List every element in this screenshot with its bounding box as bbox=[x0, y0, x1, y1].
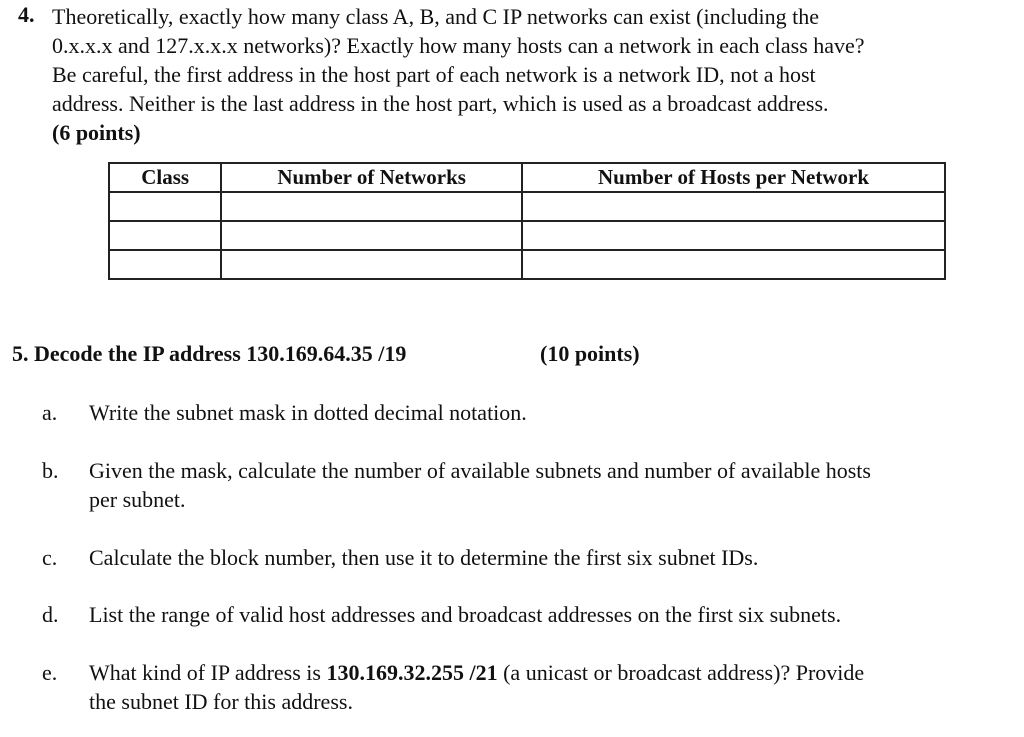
table-cell[interactable] bbox=[109, 192, 221, 221]
table-cell[interactable] bbox=[109, 250, 221, 279]
table-cell[interactable] bbox=[221, 192, 522, 221]
question-4-line: Be careful, the first address in the host part of each network is a network ID, not a host bbox=[52, 62, 816, 87]
table-cell[interactable] bbox=[109, 221, 221, 250]
item-line: List the range of valid host addresses and broadcast addresses on the first six subnets. bbox=[89, 602, 842, 627]
table-row bbox=[109, 250, 945, 279]
item-line: Calculate the block number, then use it to determine the first six subnet IDs. bbox=[89, 545, 759, 570]
item-text bbox=[89, 658, 1009, 716]
table-header-row bbox=[109, 163, 945, 192]
question-4-text bbox=[52, 2, 1002, 147]
item-letter: c. bbox=[42, 545, 58, 570]
question-4-line: 0.x.x.x and 127.x.x.x networks)? Exactly how many hosts can a network in each class have? bbox=[52, 33, 865, 58]
table-cell[interactable] bbox=[522, 250, 945, 279]
table-cell[interactable] bbox=[221, 250, 522, 279]
table-row bbox=[109, 192, 945, 221]
item-text bbox=[89, 456, 1009, 514]
ip-address-bold: 130.169.32.255 /21 bbox=[326, 660, 498, 685]
item-letter: d. bbox=[42, 602, 59, 627]
item-letter: e. bbox=[42, 660, 58, 685]
item-text bbox=[89, 543, 1009, 572]
ip-class-table bbox=[108, 162, 946, 280]
item-letter: b. bbox=[42, 458, 59, 483]
table-row bbox=[109, 221, 945, 250]
header-number-of-networks: Number of Networks bbox=[221, 163, 522, 192]
item-line bbox=[89, 658, 1009, 687]
table-cell[interactable] bbox=[522, 221, 945, 250]
question-4-number: 4. bbox=[18, 2, 35, 27]
item-text bbox=[89, 600, 1009, 629]
item-line-suffix: (a unicast or broadcast address)? Provide bbox=[497, 660, 865, 685]
question-4-line: address. Neither is the last address in the host part, which is used as a broadcast address. bbox=[52, 91, 829, 116]
item-line: the subnet ID for this address. bbox=[89, 689, 353, 714]
question-4-line: Theoretically, exactly how many class A, B, and C IP networks can exist (including the bbox=[52, 4, 819, 29]
table-cell[interactable] bbox=[522, 192, 945, 221]
item-line: Write the subnet mask in dotted decimal notation. bbox=[89, 400, 527, 425]
question-5-points: (10 points) bbox=[540, 341, 640, 366]
item-line: per subnet. bbox=[89, 487, 186, 512]
item-line-prefix: What kind of IP address is bbox=[89, 660, 327, 685]
table-cell[interactable] bbox=[221, 221, 522, 250]
item-text bbox=[89, 398, 1009, 427]
header-number-of-hosts: Number of Hosts per Network bbox=[522, 163, 945, 192]
question-4-points: (6 points) bbox=[52, 120, 141, 145]
header-class: Class bbox=[109, 163, 221, 192]
question-5-title: 5. Decode the IP address 130.169.64.35 /19 bbox=[12, 341, 407, 366]
item-line: Given the mask, calculate the number of available subnets and number of available hosts bbox=[89, 458, 871, 483]
item-letter: a. bbox=[42, 400, 58, 425]
